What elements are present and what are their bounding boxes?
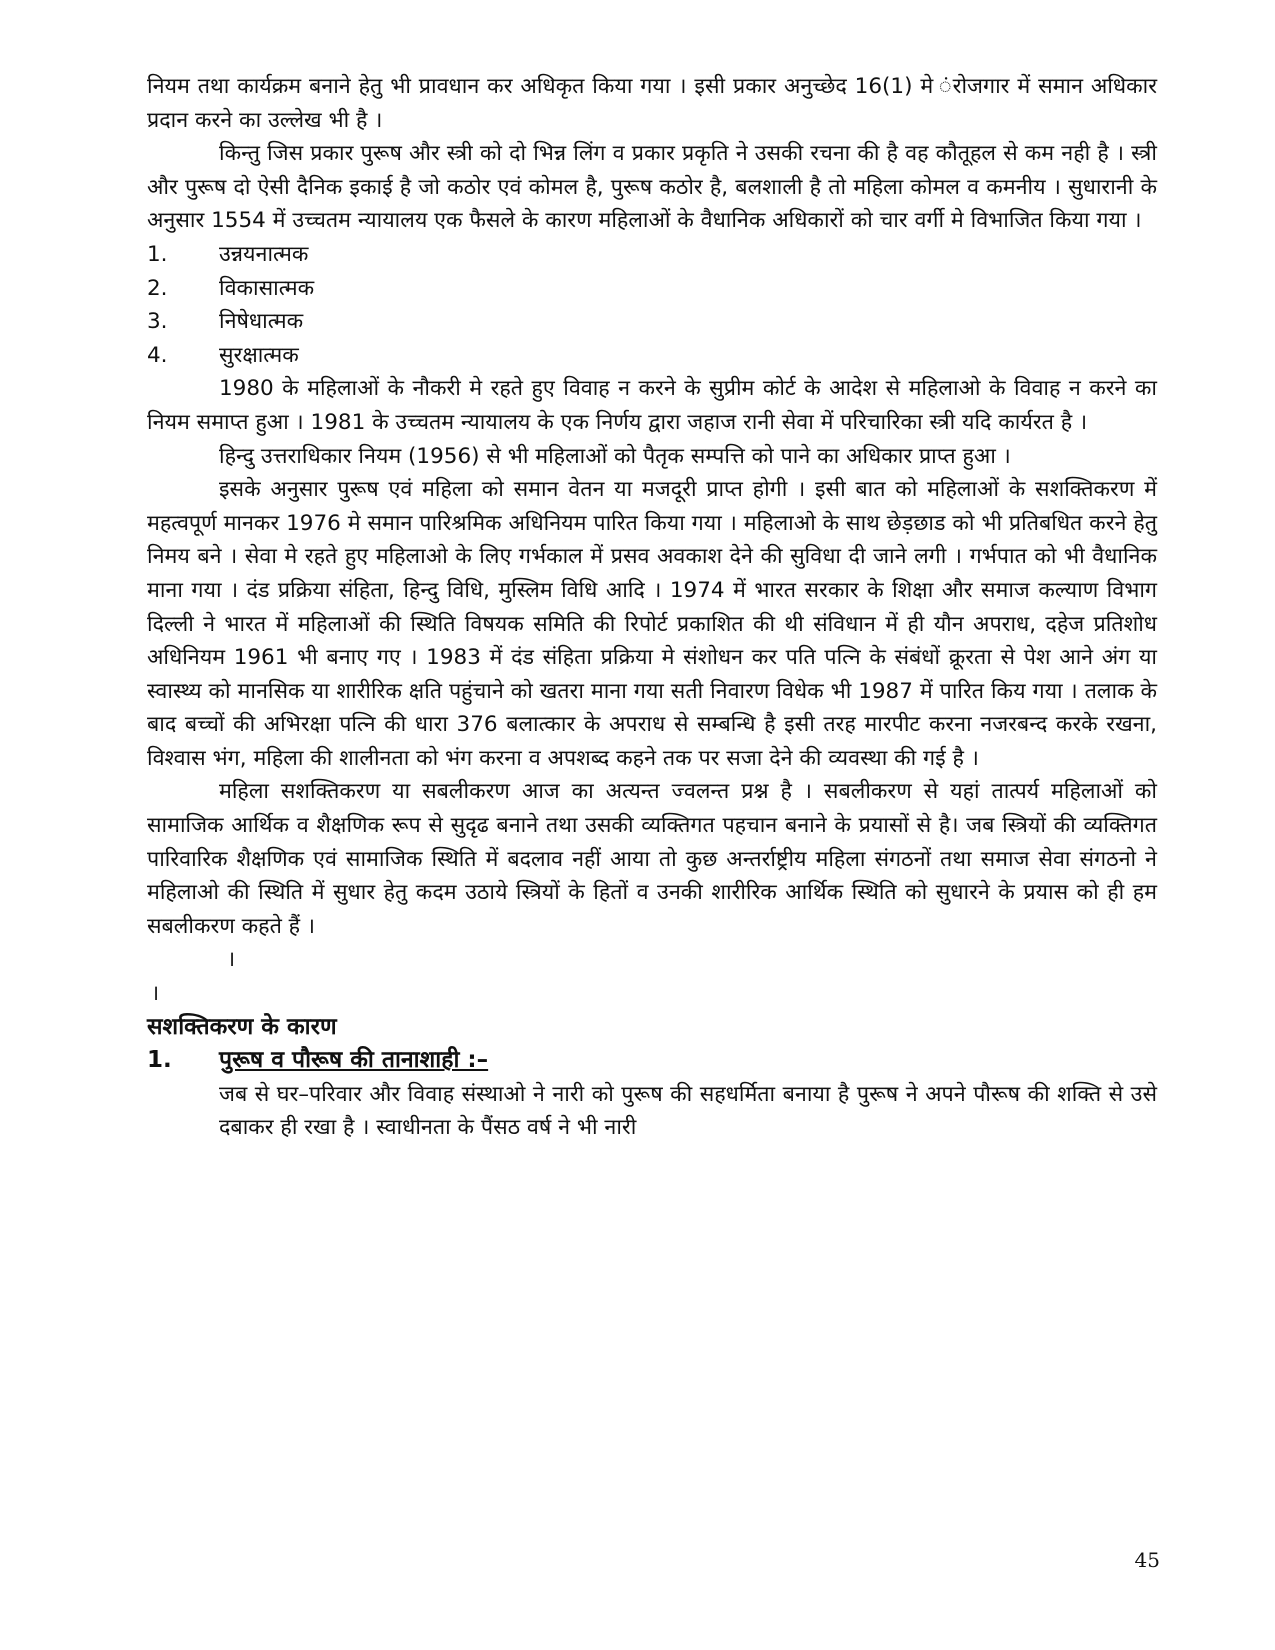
- subheading-text: पुरूष व पौरूष की तानाशाही :–: [219, 1047, 489, 1074]
- paragraph-5: इसके अनुसार पुरूष एवं महिला को समान वेतन या मजदूरी प्राप्त होगी । इसी बात को महिलाओं के सशक्तिकरण में महत्वपूर्ण मानकर 1976 मे समान पारिश्रमिक अधिनियम पारित किया गया । महिलाओ के साथ छेड़छाड को भी प्रतिबधित करने हेतु निमय बने । सेवा मे रहते हुए महिलाओ के लिए गर्भकाल में प्रसव अवकाश देने की सुविधा दी जाने लगी । गर्भपात को भी वैधानिक माना गया । दंड प्रक्रिया संहिता, हिन्दु विधि, मुस्लिम विधि आदि । 1974 में भारत सरकार के शिक्षा और समाज कल्याण विभाग दिल्ली ने भारत में महिलाओं की स्थिति विषयक समिति की रिपोर्ट प्रकाशित की थी संविधान में ही यौन अपराध, दहेज प्रतिशोध अधिनियम 1961 भी बनाए गए । 1983 में दंड संहिता प्रक्रिया मे संशोधन कर पति पत्नि के संबंधों क्रूरता से पेश आने अंग या स्वास्थ्य को मानसिक या शारीरिक क्षति पहुंचाने को खतरा माना गया सती निवारण विधेक भी 1987 में पारित किय गया । तलाक के बाद बच्चों की अभिरक्षा पत्नि की धारा 376 बलात्कार के अपराध से सम्बन्धि है इसी तरह मारपीट करना नजरबन्द करके रखना, विश्वास भंग, महिला की शालीनता को भंग करना व अपशब्द कहने तक पर सजा देने की व्यवस्था की गई है ।: [147, 477, 1157, 771]
- list-text: विकासात्मक: [219, 275, 315, 301]
- list-text: उन्नयनात्मक: [219, 241, 309, 267]
- list-number: 1.: [147, 241, 168, 267]
- section-heading: सशक्तिकरण के कारण: [147, 1013, 337, 1040]
- list-number: 2.: [147, 275, 168, 301]
- paragraph-3: 1980 के महिलाओं के नौकरी मे रहते हुए विवाह न करने के सुप्रीम कोर्ट के आदेश से महिलाओ के विवाह न करने का नियम समाप्त हुआ । 1981 के उच्चतम न्यायालय के एक निर्णय द्वारा जहाज रानी सेवा में परिचारिका स्त्री यदि कार्यरत है ।: [147, 376, 1157, 435]
- list-item: [147, 272, 1157, 306]
- rights-list: [147, 238, 1157, 372]
- body-text: [147, 70, 1157, 1145]
- paragraph-4: हिन्दु उत्तराधिकार नियम (1956) से भी महिलाओं को पैतृक सम्पत्ति को पाने का अधिकार प्राप्त हुआ ।: [219, 443, 1011, 469]
- page-number: 45: [1134, 1548, 1160, 1572]
- paragraph-1: नियम तथा कार्यक्रम बनाने हेतु भी प्रावधान कर अधिकृत किया गया । इसी प्रकार अनुच्छेद 16(1) मे ंरोजगार में समान अधिकार प्रदान करने का उल्लेख भी है ।: [147, 74, 1157, 133]
- paragraph-6: महिला सशक्तिकरण या सबलीकरण आज का अत्यन्त ज्वलन्त प्रश्न है । सबलीकरण से यहां तात्पर्य महिलाओं को सामाजिक आर्थिक व शैक्षणिक रूप से सुदृढ बनाने तथा उसकी व्यक्तिगत पहचान बनाने के प्रयासों से है। जब स्त्रियों की व्यक्तिगत पारिवारिक शैक्षणिक एवं सामाजिक स्थिति में बदलाव नहीं आया तो कुछ अन्तर्राष्ट्रीय महिला संगठनों तथा समाज सेवा संगठनो ने महिलाओ की स्थिति में सुधार हेतु कदम उठाये स्त्रियों के हितों व उनकी शारीरिक आर्थिक स्थिति को सुधारने के प्रयास को ही हम सबलीकरण कहते हैं ।: [147, 779, 1157, 939]
- list-text: सुरक्षात्मक: [219, 342, 299, 368]
- list-text: निषेधात्मक: [219, 309, 304, 335]
- subheading: [147, 1044, 1157, 1078]
- paragraph-2: किन्तु जिस प्रकार पुरूष और स्त्री को दो भिन्न लिंग व प्रकार प्रकृति ने उसकी रचना की है वह कौतूहल से कम नही है । स्त्री और पुरूष दो ऐसी दैनिक इकाई है जो कठोर एवं कोमल है, पुरूष कठोर है, बलशाली है तो महिला कोमल व कमनीय । सुधारानी के अनुसार 1554 में उच्चतम न्यायालय एक फैसले के कारण महिलाओं के वैधानिक अधिकारों को चार वर्गी मे विभाजित किया गया ।: [147, 141, 1157, 234]
- subheading-number: 1.: [147, 1047, 172, 1074]
- stray-mark: ।: [227, 947, 236, 973]
- list-number: 3.: [147, 309, 168, 335]
- list-item: [147, 238, 1157, 272]
- list-number: 4.: [147, 342, 168, 368]
- list-item: [147, 305, 1157, 339]
- list-item: [147, 339, 1157, 373]
- stray-mark: ।: [151, 981, 160, 1007]
- paragraph-7: जब से घर–परिवार और विवाह संस्थाओ ने नारी को पुरूष की सहधर्मिता बनाया है पुरूष ने अपने पौरूष की शक्ति से उसे दबाकर ही रखा है । स्वाधीनता के पैंसठ वर्ष ने भी नारी: [219, 1081, 1157, 1141]
